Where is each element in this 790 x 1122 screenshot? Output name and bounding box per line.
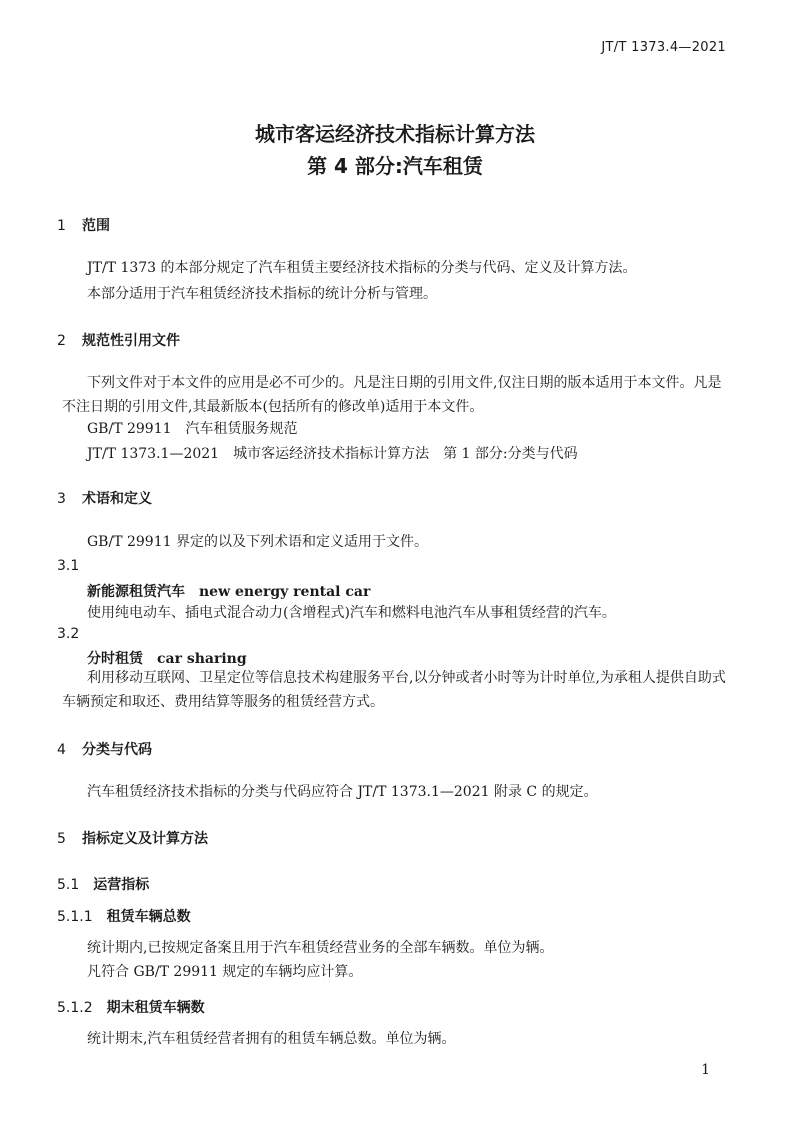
normative-reference: [87, 418, 298, 438]
subsection-number: 5.1.1: [57, 909, 93, 925]
subsection-number: 5.1: [57, 877, 80, 893]
subsection-title: 期末租赁车辆数: [106, 1000, 205, 1016]
paragraph: 统计期内,已按规定备案且用于汽车租赁经营业务的全部车辆数。单位为辆。: [87, 940, 554, 956]
section-title: 规范性引用文件: [82, 333, 180, 349]
paragraph: 汽车租赁经济技术指标的分类与代码应符合 JT/T 1373.1—2021 附录 C 的规定。: [87, 784, 598, 800]
section-1-heading: [57, 215, 110, 235]
section-3-heading: [57, 488, 152, 508]
paragraph: JT/T 1373 的本部分规定了汽车租赁主要经济技术指标的分类与代码、定义及计算方法。: [87, 260, 637, 276]
term-definition: 使用纯电动车、插电式混合动力(含增程式)汽车和燃料电池汽车从事租赁经营的汽车。: [87, 605, 616, 621]
section-title: 分类与代码: [82, 742, 152, 758]
section-title: 术语和定义: [82, 491, 152, 507]
paragraph: 统计期末,汽车租赁经营者拥有的租赁车辆总数。单位为辆。: [87, 1031, 456, 1047]
section-number: 2: [57, 333, 66, 349]
term-number: 3.1: [57, 558, 80, 574]
document-subtitle: 第 4 部分:汽车租赁: [307, 154, 483, 178]
term-en: new energy rental car: [199, 584, 371, 600]
reference-title: 城市客运经济技术指标计算方法 第 1 部分:分类与代码: [233, 446, 578, 462]
reference-code: JT/T 1373.1—2021: [87, 446, 220, 462]
standard-number: JT/T 1373.4—2021: [601, 40, 726, 55]
normative-reference: [87, 443, 578, 463]
paragraph: 下列文件对于本文件的应用是必不可少的。凡是注日期的引用文件,仅注日期的版本适用于本文件。凡是不注日期的引用文件,其最新版本(包括所有的修改单)适用于本文件。: [62, 375, 722, 415]
section-number: 4: [57, 742, 66, 758]
term-definition: 利用移动互联网、卫星定位等信息技术构建服务平台,以分钟或者小时等为计时单位,为承租人提供自助式车辆预定和取还、费用结算等服务的租赁经营方式。: [62, 670, 726, 710]
subsection-5-1-1-heading: [57, 906, 191, 926]
section-5-heading: [57, 828, 208, 848]
section-number: 3: [57, 491, 66, 507]
section-2-heading: [57, 330, 180, 350]
document-title: 城市客运经济技术指标计算方法: [255, 122, 535, 146]
subsection-5-1-heading: [57, 874, 149, 894]
term-zh: 新能源租赁汽车: [87, 584, 185, 600]
section-title: 范围: [82, 218, 110, 234]
section-title: 指标定义及计算方法: [82, 831, 208, 847]
reference-title: 汽车租赁服务规范: [185, 421, 298, 437]
paragraph: 凡符合 GB/T 29911 规定的车辆均应计算。: [87, 964, 363, 980]
section-number: 5: [57, 831, 66, 847]
term-number: 3.2: [57, 626, 80, 642]
subsection-5-1-2-heading: [57, 997, 205, 1017]
subsection-title: 租赁车辆总数: [106, 909, 191, 925]
section-4-heading: [57, 739, 152, 759]
subsection-title: 运营指标: [93, 877, 150, 893]
section-number: 1: [57, 218, 66, 234]
page-number: 1: [701, 1062, 710, 1078]
term-heading: [87, 581, 370, 601]
term-heading: [87, 648, 247, 668]
term-en: car sharing: [157, 651, 247, 667]
subsection-number: 5.1.2: [57, 1000, 93, 1016]
reference-code: GB/T 29911: [87, 421, 172, 437]
term-zh: 分时租赁: [87, 651, 143, 667]
paragraph: 本部分适用于汽车租赁经济技术指标的统计分析与管理。: [87, 286, 437, 302]
paragraph: GB/T 29911 界定的以及下列术语和定义适用于文件。: [87, 534, 428, 550]
